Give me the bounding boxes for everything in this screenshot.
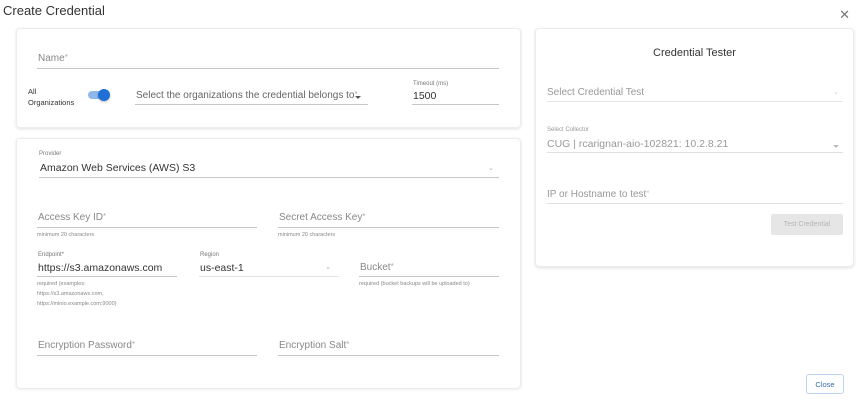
chevron-down-icon: ⌄ bbox=[833, 89, 839, 96]
name-field[interactable] bbox=[37, 53, 499, 69]
timeout-field[interactable] bbox=[412, 90, 499, 105]
general-card bbox=[16, 28, 521, 128]
region-label: Region bbox=[200, 252, 220, 258]
close-button[interactable]: Close bbox=[806, 374, 844, 394]
required-mark: * bbox=[61, 252, 65, 258]
required-mark: * bbox=[390, 262, 394, 271]
bucket-helper: required (bucket backups will be uploaded to) bbox=[359, 281, 470, 287]
access-key-placeholder: Access Key ID bbox=[38, 212, 104, 223]
org-select[interactable] bbox=[135, 89, 368, 105]
credential-test-placeholder: Select Credential Test bbox=[547, 87, 645, 98]
endpoint-field[interactable] bbox=[37, 261, 177, 277]
access-key-helper: minimum 20 characters bbox=[37, 232, 95, 238]
endpoint-value: https://s3.amazonaws.com bbox=[38, 262, 163, 274]
all-orgs-label bbox=[28, 86, 74, 108]
chevron-down-icon: ⌄ bbox=[488, 165, 494, 172]
tester-title: Credential Tester bbox=[653, 47, 736, 59]
timeout-label: Timeout (ms) bbox=[413, 81, 449, 87]
endpoint-helper-line3: https://minio.example.com:9000) bbox=[37, 301, 117, 307]
required-mark: * bbox=[131, 340, 136, 349]
provider-card bbox=[16, 138, 521, 388]
encryption-password-field[interactable] bbox=[37, 340, 257, 356]
provider-select[interactable] bbox=[39, 161, 499, 178]
encryption-salt-placeholder: Encryption Salt bbox=[279, 340, 347, 351]
endpoint-helper-line2: https://s3.amazonaws.com, bbox=[37, 291, 104, 297]
endpoint-helper-line1: required (examples: bbox=[37, 281, 86, 287]
credential-test-select[interactable] bbox=[547, 86, 843, 102]
bucket-field[interactable] bbox=[359, 263, 499, 277]
all-orgs-toggle[interactable] bbox=[87, 88, 111, 102]
dialog-title: Create Credential bbox=[3, 3, 105, 18]
chevron-down-icon: ⌄ bbox=[325, 264, 331, 271]
secret-key-placeholder: Secret Access Key bbox=[279, 212, 363, 223]
host-field[interactable] bbox=[547, 188, 843, 204]
required-mark: * bbox=[646, 189, 650, 198]
required-mark: * bbox=[64, 53, 68, 62]
bucket-placeholder: Bucket bbox=[360, 262, 391, 273]
all-orgs-label-line2: Organizations bbox=[28, 98, 75, 107]
close-icon[interactable]: ✕ bbox=[839, 7, 850, 22]
test-credential-button[interactable]: Test Credential bbox=[771, 214, 843, 235]
collector-select[interactable] bbox=[547, 136, 843, 153]
region-select[interactable] bbox=[199, 261, 339, 277]
host-placeholder: IP or Hostname to test bbox=[547, 189, 647, 200]
required-mark: * bbox=[354, 90, 358, 99]
secret-key-helper: minimum 20 characters bbox=[278, 232, 336, 238]
secret-key-field[interactable] bbox=[278, 212, 499, 228]
provider-value: Amazon Web Services (AWS) S3 bbox=[40, 162, 196, 174]
caret-down-icon bbox=[355, 96, 361, 99]
region-value: us-east-1 bbox=[200, 262, 244, 274]
collector-label: Select Collector bbox=[547, 127, 590, 133]
all-orgs-label-line1: All bbox=[28, 87, 37, 96]
endpoint-label bbox=[38, 252, 64, 258]
access-key-field[interactable] bbox=[37, 212, 257, 228]
endpoint-label-text: Endpoint bbox=[38, 252, 62, 258]
encryption-salt-field[interactable] bbox=[278, 340, 499, 356]
endpoint-helper bbox=[37, 279, 116, 309]
provider-label: Provider bbox=[39, 151, 62, 157]
timeout-value: 1500 bbox=[413, 90, 437, 102]
toggle-knob bbox=[98, 89, 110, 101]
org-select-placeholder: Select the organizations the credential belongs to bbox=[136, 90, 355, 101]
required-mark: * bbox=[103, 212, 107, 221]
name-placeholder: Name bbox=[38, 53, 65, 64]
required-mark: * bbox=[362, 212, 366, 221]
credential-tester-card bbox=[535, 28, 854, 267]
caret-down-icon bbox=[833, 145, 839, 148]
collector-value: CUG | rcarignan-aio-102821: 10.2.8.21 bbox=[547, 138, 729, 150]
required-mark: * bbox=[346, 340, 350, 349]
encryption-password-placeholder: Encryption Password bbox=[38, 340, 132, 351]
